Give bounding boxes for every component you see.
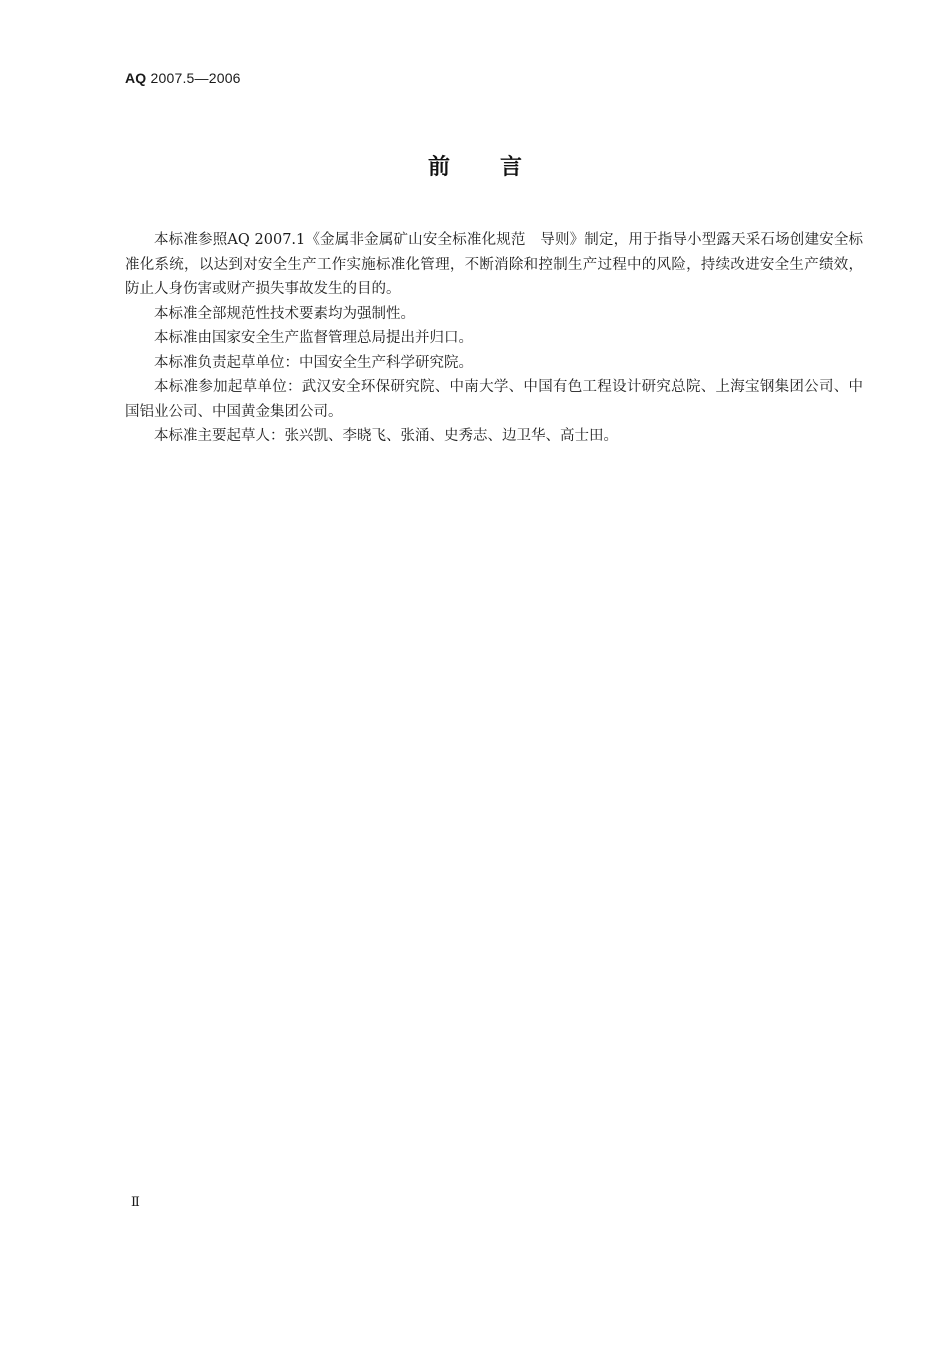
- section-title: 前言: [427, 155, 572, 180]
- paragraph-main-drafters: 本标准主要起草人：张兴凯、李晓飞、张涌、史秀志、边卫华、高士田。: [154, 428, 618, 444]
- page-number: Ⅱ: [131, 1195, 140, 1210]
- paragraph-proposer: 本标准由国家安全生产监督管理总局提出并归口。: [154, 330, 473, 346]
- paragraph-lead-drafter: 本标准负责起草单位：中国安全生产科学研究院。: [154, 354, 473, 371]
- paragraph-mandatory: 本标准全部规范性技术要素均为强制性。: [154, 305, 415, 322]
- paragraph-reference: 本标准参照AQ 2007.1《金属非金属矿山安全标准化规范 导则》制定，用于指导小型露天采石场创建安全标准化系统，以达到对安全生产工作实施标准化管理，不断消除和控制生产过程中的风险，持续改进安全生产绩效，防止人身伤害或财产损失事故发生的目的。: [125, 232, 863, 297]
- foreword-body: [125, 228, 863, 449]
- document-code-number: 2007.5—2006: [150, 70, 241, 86]
- document-code-prefix: AQ: [125, 70, 147, 86]
- document-code: [125, 70, 241, 86]
- paragraph-participating-drafters: 本标准参加起草单位：武汉安全环保研究院、中南大学、中国有色工程设计研究总院、上海宝钢集团公司、中国铝业公司、中国黄金集团公司。: [125, 379, 863, 420]
